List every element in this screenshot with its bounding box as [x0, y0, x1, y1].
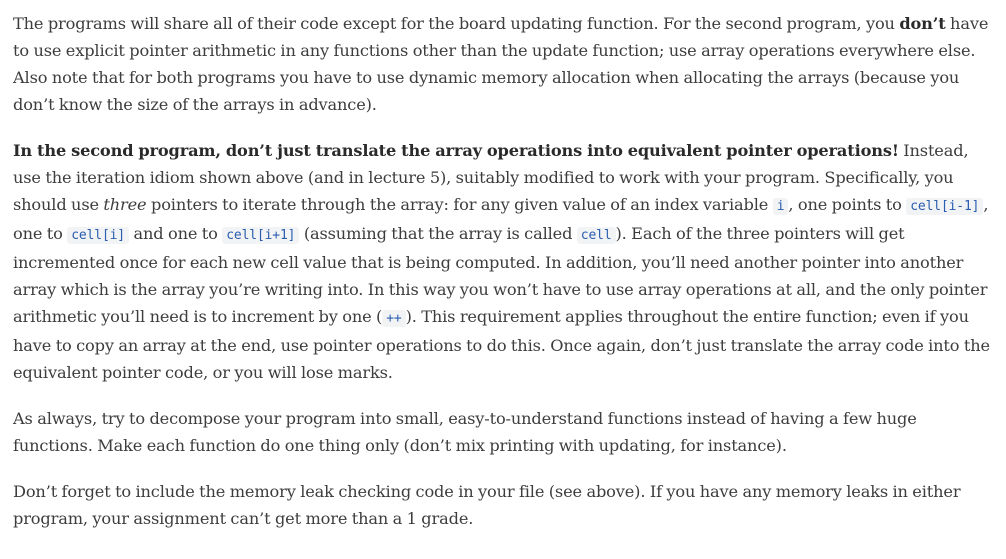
- text: As always, try to decompose your program into small, easy-to-understand functions instead of having a few huge functions. Make each function do one thing only (don’t mix printing with updating, for instance).: [13, 409, 917, 455]
- text: Don’t forget to include the memory leak checking code in your file (see above). If you have any memory leaks in either program, your assignment can’t get more than a 1 grade.: [13, 482, 961, 528]
- emphasis-three: three: [103, 195, 147, 214]
- paragraph-shared-code: [13, 10, 992, 118]
- emphasis-dont: don’t: [899, 14, 946, 33]
- code-cell-cur: cell[i]: [67, 227, 129, 244]
- paragraph-pointer-requirement: [13, 137, 992, 386]
- text: ). This requirement applies throughout the entire function; even if you have to copy an array at the end, use pointer operations to do this. Once again, don’t just translate the array code into the equivalent pointer code, or you will lose marks.: [13, 307, 990, 382]
- text: (assuming that the array is called: [299, 224, 577, 243]
- text: and one to: [129, 224, 223, 243]
- paragraph-decompose: [13, 405, 992, 459]
- code-cell-prev: cell[i-1]: [906, 198, 983, 215]
- text: Instead, use the iteration idiom shown above (and in lecture 5), suitably modified to work with your program. Specifically, you should use: [13, 141, 969, 214]
- code-increment: ++: [382, 310, 405, 327]
- code-cell-next: cell[i+1]: [222, 227, 299, 244]
- code-i: i: [773, 198, 789, 215]
- code-cell: cell: [577, 227, 616, 244]
- text: pointers to iterate through the array: for any given value of an index variable: [146, 195, 773, 214]
- text: have to use explicit pointer arithmetic in any functions other than the update function; use array operations everywhere else. Also note that for both programs you have to use dynamic memory allocation when allocating the arrays (because you don’t know the size of the arrays in advance).: [13, 14, 989, 114]
- bold-warning: In the second program, don’t just translate the array operations into equivalent pointer operations!: [13, 141, 899, 160]
- text: , one to: [13, 195, 989, 243]
- paragraph-memory-leak: [13, 478, 992, 532]
- text: ). Each of the three pointers will get incremented once for each new cell value that is being computed. In addition, you’ll need another pointer into another array which is the array you’re writing into. In this way you won’t have to use array operations at all, and the only pointer arithmetic you’ll need is to increment by one (: [13, 224, 988, 326]
- text: , one points to: [788, 195, 907, 214]
- text: The programs will share all of their code except for the board updating function. For the second program, you: [13, 14, 900, 33]
